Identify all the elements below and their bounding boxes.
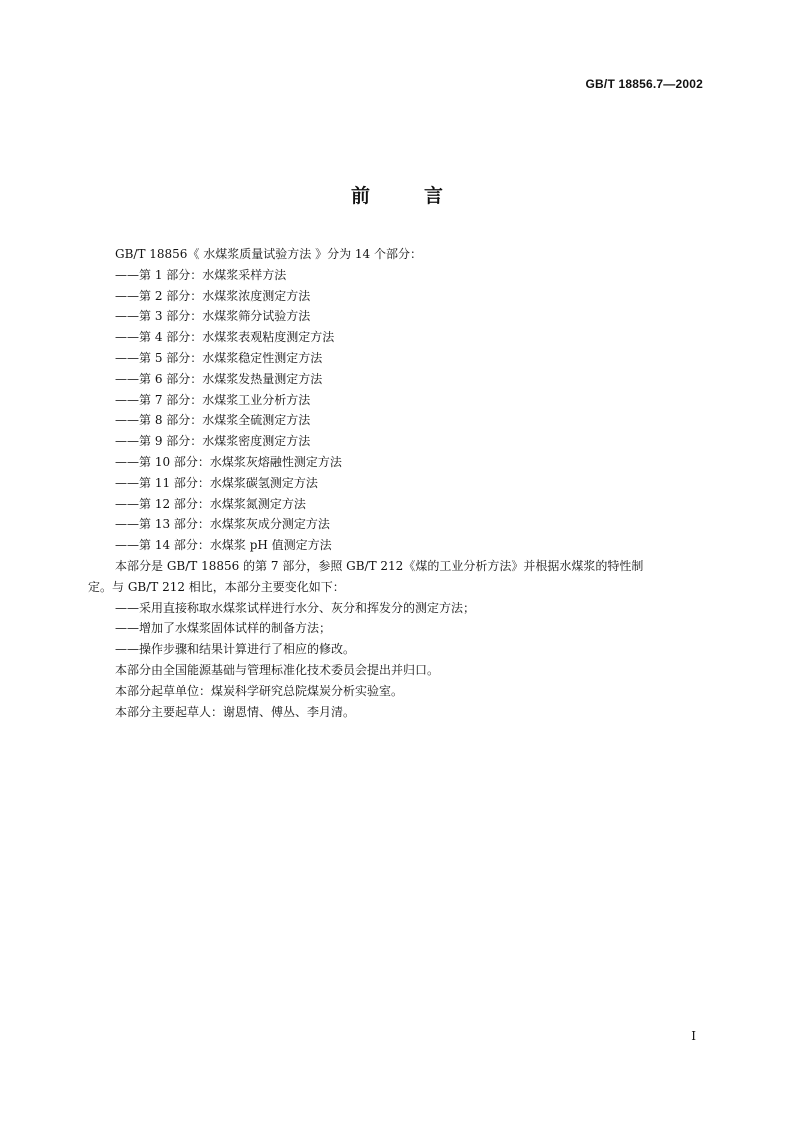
change-item: ——增加了水煤浆固体试样的制备方法； xyxy=(115,621,332,636)
part-item: ——第 14 部分：水煤浆 pH 值测定方法 xyxy=(115,538,332,553)
part-item: ——第 13 部分：水煤浆灰成分测定方法 xyxy=(115,517,330,532)
part-item: ——第 6 部分：水煤浆发热量测定方法 xyxy=(115,371,323,386)
part-item: ——第 10 部分：水煤浆灰熔融性测定方法 xyxy=(115,454,342,469)
part-item: ——第 1 部分：水煤浆采样方法 xyxy=(115,267,287,282)
relation-paragraph-continued: 定。与 GB/T 212 相比，本部分主要变化如下： xyxy=(88,579,345,594)
part-item: ——第 9 部分：水煤浆密度测定方法 xyxy=(115,434,311,449)
page-number: I xyxy=(691,1029,696,1043)
intro-paragraph: GB/T 18856《 水煤浆质量试验方法 》分为 14 个部分： xyxy=(115,247,422,261)
foreword-body xyxy=(88,244,708,722)
standard-code: GB/T 18856.7—2002 xyxy=(585,77,703,91)
change-item: ——采用直接称取水煤浆试样进行水分、灰分和挥发分的测定方法； xyxy=(115,600,476,615)
part-item: ——第 2 部分：水煤浆浓度测定方法 xyxy=(115,288,311,303)
title-char-1: 前 xyxy=(350,185,370,207)
part-item: ——第 8 部分：水煤浆全硫测定方法 xyxy=(115,413,311,428)
page-title xyxy=(0,181,794,208)
change-item: ——操作步骤和结果计算进行了相应的修改。 xyxy=(115,642,356,657)
title-char-2: 言 xyxy=(424,185,444,207)
proposer-paragraph: 本部分由全国能源基础与管理标准化技术委员会提出并归口。 xyxy=(115,662,440,677)
part-item: ——第 5 部分：水煤浆稳定性测定方法 xyxy=(115,350,323,365)
part-item: ——第 12 部分：水煤浆氮测定方法 xyxy=(115,496,306,511)
relation-paragraph: 本部分是 GB/T 18856 的第 7 部分，参照 GB/T 212《煤的工业分析方法》并根据水煤浆的特性制 xyxy=(115,558,644,573)
part-item: ——第 7 部分：水煤浆工业分析方法 xyxy=(115,392,311,407)
part-item: ——第 4 部分：水煤浆表观粘度测定方法 xyxy=(115,330,335,345)
drafting-unit-paragraph: 本部分起草单位：煤炭科学研究总院煤炭分析实验室。 xyxy=(115,683,404,698)
part-item: ——第 3 部分：水煤浆筛分试验方法 xyxy=(115,309,311,324)
part-item: ——第 11 部分：水煤浆碳氢测定方法 xyxy=(115,475,318,490)
drafters-paragraph: 本部分主要起草人：谢恩情、傅丛、李月清。 xyxy=(115,704,356,719)
